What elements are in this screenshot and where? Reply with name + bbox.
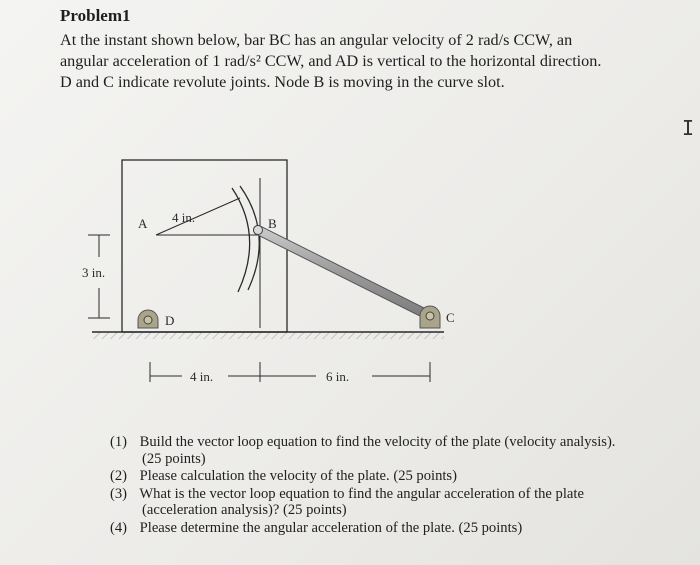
statement-line-2: angular acceleration of 1 rad/s² CCW, and AD is vertical to the horizontal direction. — [60, 52, 602, 70]
joint-c — [426, 312, 434, 320]
label-b: B — [268, 216, 277, 231]
question-item — [110, 434, 695, 467]
question-number: (2) — [110, 468, 128, 485]
problem-statement — [60, 30, 690, 93]
label-dim-bottom-left: 4 in. — [190, 369, 214, 384]
question-text: Please calculation the velocity of the plate. (25 points) — [139, 468, 457, 485]
joint-d — [144, 316, 152, 324]
question-text-continued: (acceleration analysis)? (25 points) — [142, 502, 347, 519]
question-text-continued: (25 points) — [142, 450, 206, 467]
bar-bc — [258, 230, 430, 316]
problem-title: Problem1 — [60, 6, 131, 25]
question-number: (1) — [110, 434, 128, 450]
question-item — [110, 468, 695, 485]
label-dim-height: 3 in. — [82, 265, 106, 280]
label-d: D — [165, 313, 175, 328]
question-text: Please determine the angular acceleration of the plate. (25 points) — [139, 519, 523, 536]
plate — [122, 160, 287, 332]
joint-b — [254, 226, 263, 235]
label-a: A — [138, 216, 148, 231]
question-item — [110, 520, 695, 537]
label-c: C — [446, 310, 455, 325]
text-cursor-icon: I — [682, 116, 695, 140]
question-list — [110, 434, 695, 538]
question-number: (4) — [110, 519, 128, 536]
label-dim-ab: 4 in. — [172, 210, 196, 225]
mechanism-figure — [70, 150, 470, 390]
ground-hatch — [92, 332, 444, 339]
question-item — [110, 486, 695, 519]
statement-line-1: At the instant shown below, bar BC has an angular velocity of 2 rad/s CCW, an — [60, 31, 573, 49]
label-dim-bottom-right: 6 in. — [326, 369, 350, 384]
question-text: What is the vector loop equation to find the angular acceleration of the plate — [139, 485, 584, 502]
question-number: (3) — [110, 485, 128, 502]
link-a-diagonal — [156, 198, 240, 235]
statement-line-3: D and C indicate revolute joints. Node B is moving in the curve slot. — [60, 73, 505, 91]
curved-slot-inner — [232, 188, 250, 292]
question-text: Build the vector loop equation to find the velocity of the plate (velocity analysis). — [139, 434, 616, 450]
